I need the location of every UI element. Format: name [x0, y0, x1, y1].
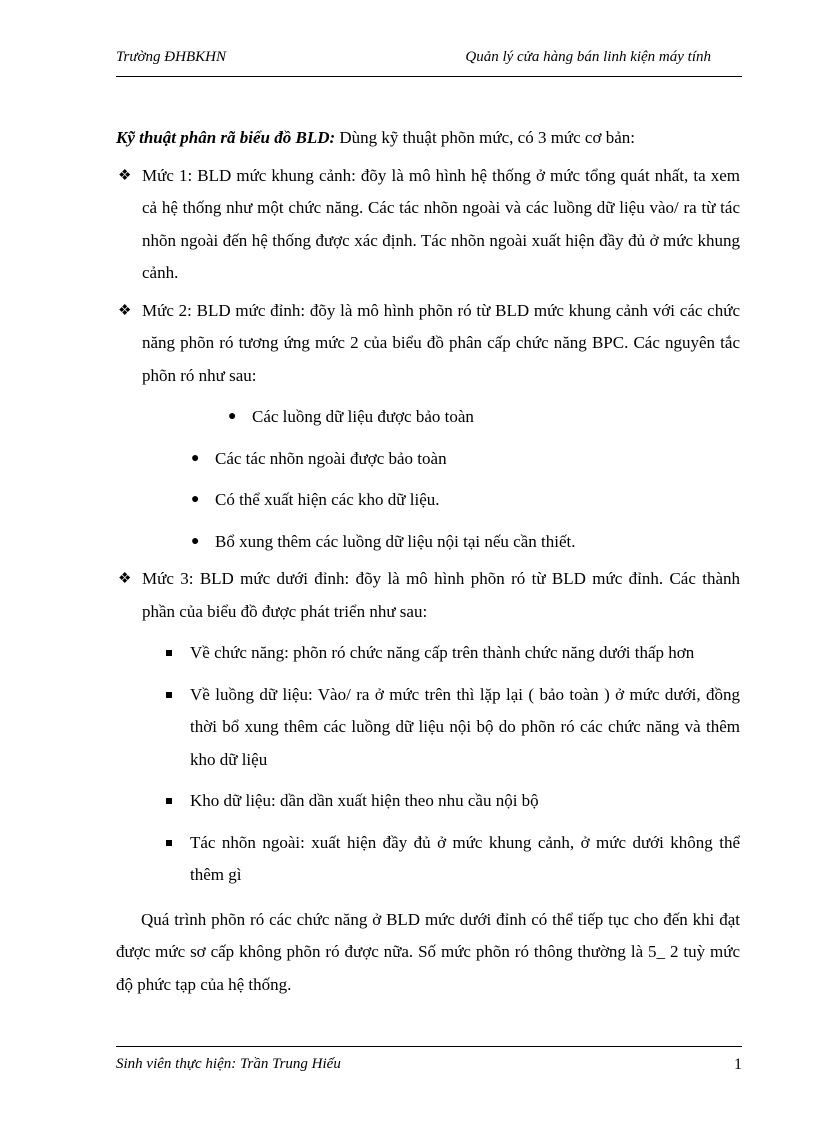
level-2-item [116, 295, 740, 393]
square-bullet-icon [166, 840, 172, 846]
page-header [116, 49, 711, 71]
rule-text: Có thể xuất hiện các kho dữ liệu. [215, 490, 440, 509]
level-2-text: Mức 2: BLD mức đỉnh: đõy là mô hình phõn ró từ BLD mức khung cảnh với các chức năng phõn ró tương ứng mức 2 của biểu đồ phân cấp chức năng BPC. Các nguyên tắc phõn ró như sau: [142, 300, 740, 385]
dot-bullet-icon: ● [228, 409, 237, 424]
list-item [166, 637, 740, 670]
list-item [166, 827, 740, 892]
item-text: Kho dữ liệu: dần dần xuất hiện theo nhu cầu nội bộ [190, 791, 539, 810]
level-1-text: Mức 1: BLD mức khung cảnh: đõy là mô hình hệ thống ở mức tổng quát nhất, ta xem cả hệ thống như một chức năng. Các tác nhõn ngoài và các luồng dữ liệu vào/ ra từ tác nhõn ngoài đến hệ thống được xác định. Tác nhõn ngoài xuất hiện đầy đủ ở mức khung cảnh. [142, 165, 740, 282]
rule-text: Bổ xung thêm các luồng dữ liệu nội tại nếu cần thiết. [215, 531, 576, 551]
level-2-rules [116, 401, 740, 558]
lead-text: Dùng kỹ thuật phõn mức, có 3 mức cơ bản: [335, 128, 635, 147]
diamond-bullet-icon: ❖ [118, 167, 132, 184]
diamond-bullet-icon: ❖ [118, 571, 132, 587]
list-item [116, 526, 740, 559]
rule-text: Các tác nhõn ngoài được bảo toàn [215, 448, 447, 468]
footer-divider [116, 1046, 742, 1047]
list-item [116, 484, 740, 517]
list-item [116, 401, 740, 434]
header-divider [116, 76, 742, 77]
list-item [166, 679, 740, 777]
lead-paragraph [116, 122, 740, 155]
level-3-items [116, 637, 740, 892]
page-body [116, 122, 740, 1001]
list-item [166, 785, 740, 818]
diamond-bullet-icon: ❖ [118, 302, 132, 319]
list-item [116, 443, 740, 476]
closing-paragraph: Quá trình phõn ró các chức năng ở BLD mức dưới đỉnh có thể tiếp tục cho đến khi đạt được mức sơ cấp không phõn ró được nữa. Số mức phõn ró thông thường là 5_ 2 tuỳ mức độ phức tạp của hệ thống. [116, 909, 740, 994]
item-text: Về luồng dữ liệu: Vào/ ra ở mức trên thì lặp lại ( bảo toàn ) ở mức dưới, đồng thời bổ xung thêm các luồng dữ liệu nội bộ do phõn ró các chức năng và thêm kho dữ liệu [190, 684, 740, 769]
header-project-title: Quản lý cửa hàng bán linh kiện máy tính [465, 49, 711, 65]
square-bullet-icon [166, 798, 172, 804]
item-text: Tác nhõn ngoài: xuất hiện đầy đủ ở mức khung cảnh, ở mức dưới không thể thêm gì [190, 832, 740, 884]
lead-title: Kỹ thuật phân rã biểu đồ BLD: [116, 128, 336, 147]
square-bullet-icon [166, 650, 172, 656]
square-bullet-icon [166, 692, 172, 698]
dot-bullet-icon: ● [191, 450, 200, 466]
level-3-item [116, 563, 740, 628]
rule-text: Các luồng dữ liệu được bảo toàn [252, 407, 474, 426]
dot-bullet-icon: ● [191, 533, 200, 549]
page-number: 1 [734, 1056, 742, 1073]
level-1-item [116, 160, 740, 290]
footer-author: Sinh viên thực hiện: Trần Trung Hiếu [116, 1056, 341, 1072]
header-school: Trường ĐHBKHN [116, 49, 226, 65]
item-text: Về chức năng: phõn ró chức năng cấp trên thành chức năng dưới thấp hơn [190, 643, 695, 662]
dot-bullet-icon: ● [191, 492, 200, 507]
level-3-text: Mức 3: BLD mức dưới đỉnh: đõy là mô hình phõn ró từ BLD mức đỉnh. Các thành phần của biểu đồ được phát triển như sau: [142, 569, 740, 621]
page-footer [116, 1056, 742, 1078]
